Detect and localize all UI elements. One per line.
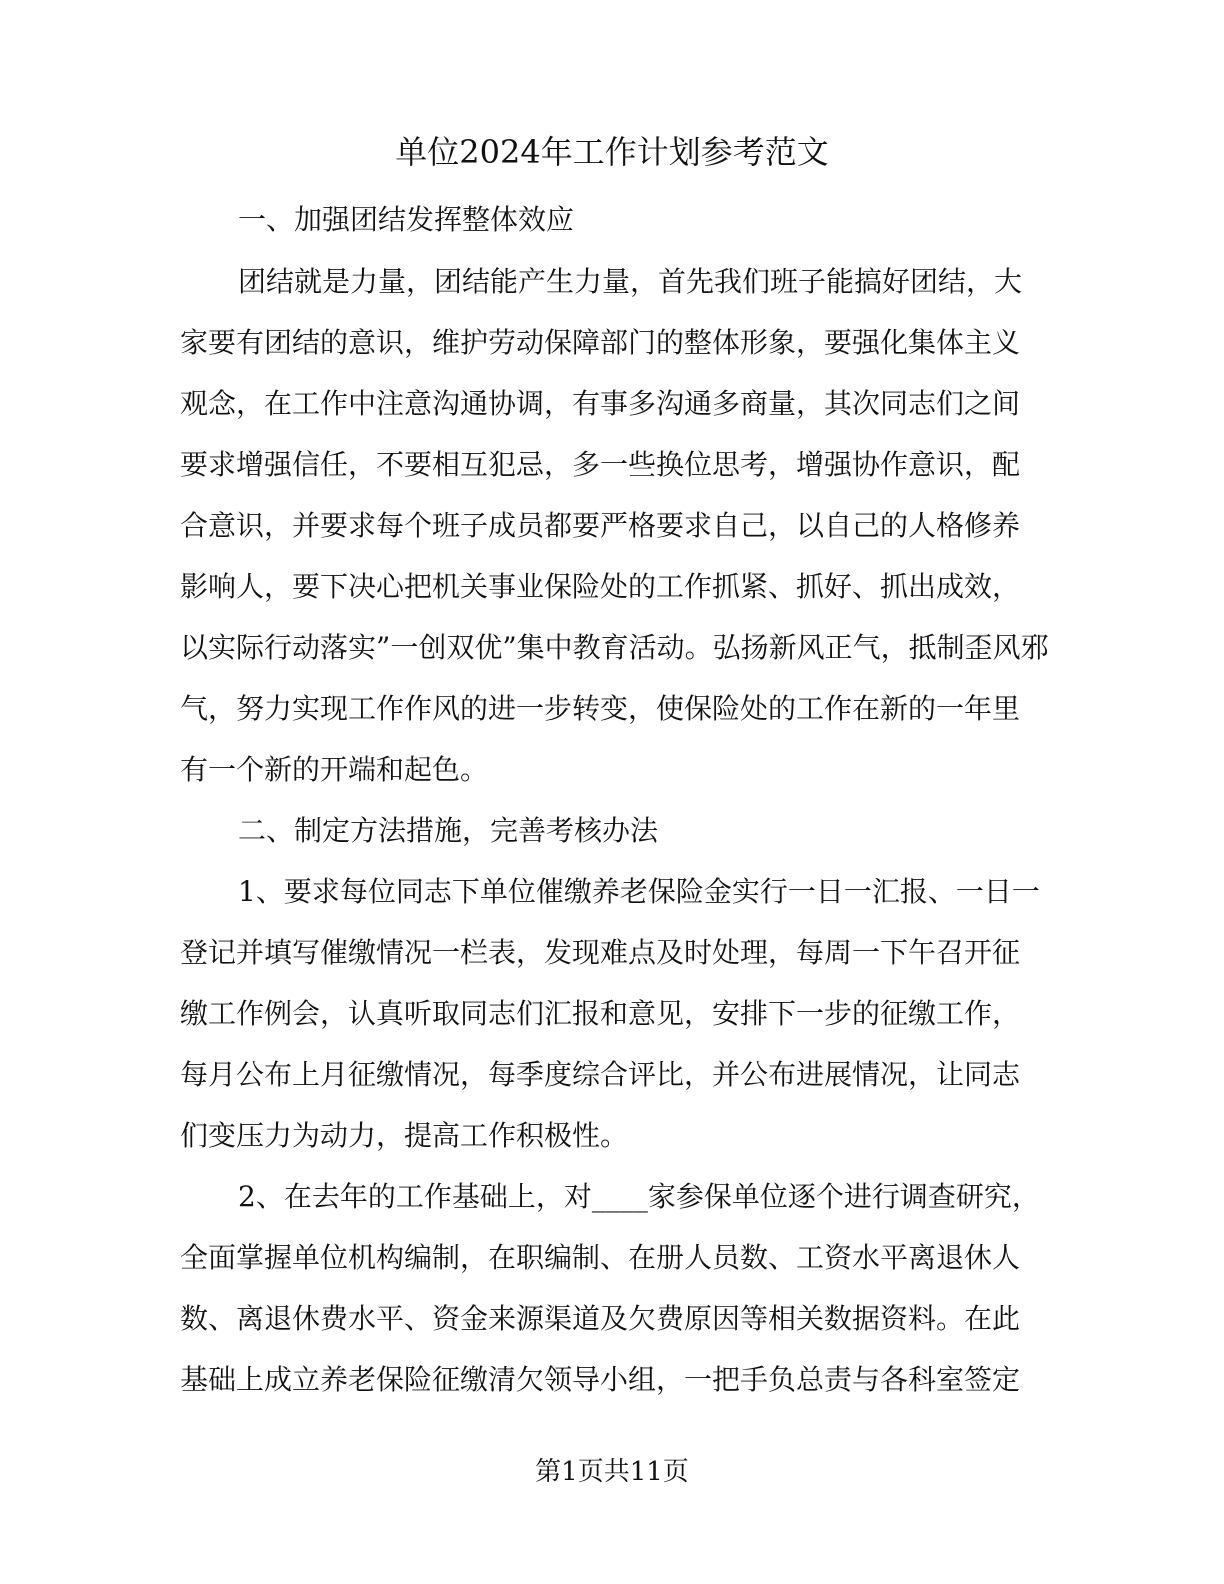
paragraph-line: 全面掌握单位机构编制，在职编制、在册人员数、工资水平离退休人 <box>180 1241 1021 1274</box>
paragraph-line: 影响人，要下决心把机关事业保险处的工作抓紧、抓好、抓出成效， <box>180 570 1021 603</box>
paragraph-line: 1、要求每位同志下单位催缴养老保险金实行一日一汇报、一日一 <box>238 875 1040 908</box>
paragraph-line: 家要有团结的意识，维护劳动保障部门的整体形象，要强化集体主义 <box>180 326 1021 359</box>
paragraph-line: 每月公布上月征缴情况，每季度综合评比，并公布进展情况，让同志 <box>180 1058 1021 1091</box>
paragraph-line: 登记并填写催缴情况一栏表，发现难点及时处理，每周一下午召开征 <box>180 936 1021 969</box>
paragraph-line: 观念，在工作中注意沟通协调，有事多沟通多商量，其次同志们之间 <box>180 387 1021 420</box>
paragraph-line: 基础上成立养老保险征缴清欠领导小组，一把手负总责与各科室签定 <box>180 1363 1021 1396</box>
paragraph-line: 数、离退休费水平、资金来源渠道及欠费原因等相关数据资料。在此 <box>180 1302 1021 1335</box>
section-heading-1: 一、加强团结发挥整体效应 <box>238 203 575 236</box>
paragraph-line: 团结就是力量，团结能产生力量，首先我们班子能搞好团结，大 <box>238 265 1023 298</box>
document-title: 单位2024年工作计划参考范文 <box>395 133 829 171</box>
paragraph-line: 们变压力为动力，提高工作积极性。 <box>180 1119 629 1152</box>
section-heading-2: 二、制定方法措施，完善考核办法 <box>238 814 659 847</box>
page-number-footer: 第1页共11页 <box>535 1457 689 1487</box>
paragraph-line: 有一个新的开端和起色。 <box>180 753 489 786</box>
paragraph-line: 气，努力实现工作作风的进一步转变，使保险处的工作在新的一年里 <box>180 692 1021 725</box>
paragraph-line: 以实际行动落实”一创双优”集中教育活动。弘扬新风正气，抵制歪风邪 <box>180 631 1049 664</box>
paragraph-line: 缴工作例会，认真听取同志们汇报和意见，安排下一步的征缴工作， <box>180 997 1021 1030</box>
paragraph-line: 2、在去年的工作基础上，对____家参保单位逐个进行调查研究， <box>238 1180 1040 1213</box>
paragraph-line: 要求增强信任，不要相互犯忌，多一些换位思考，增强协作意识，配 <box>180 448 1021 481</box>
paragraph-line: 合意识，并要求每个班子成员都要严格要求自己，以自己的人格修养 <box>180 509 1021 542</box>
